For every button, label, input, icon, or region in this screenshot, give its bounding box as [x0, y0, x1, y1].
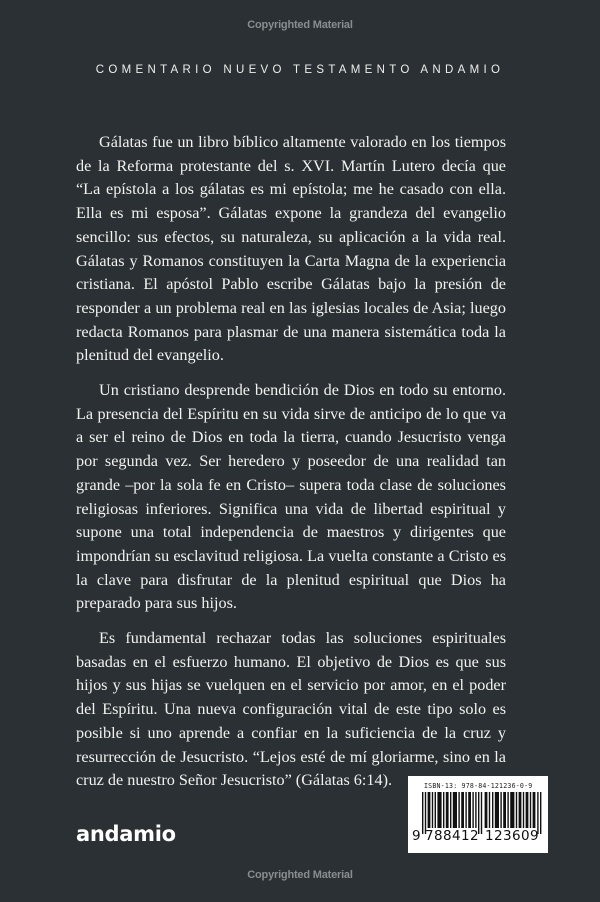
back-cover-blurb — [76, 131, 506, 804]
copyright-watermark-top: Copyrighted Material — [247, 19, 353, 31]
copyright-watermark-bottom: Copyrighted Material — [247, 869, 353, 881]
blurb-paragraph-1: Gálatas fue un libro bíblico altamente valorado en los tiempos de la Reforma protestante del s. XVI. Martín Lutero decía que “La epístola a los gálatas es mi epístola; me he casado con ella. Ella es mi esposa”. Gálatas expone la grandeza del evangelio sencillo: sus efectos, su naturaleza, su aplicación a la vida real. Gálatas y Romanos constituyen la Carta Magna de la experiencia cristiana. El apóstol Pablo escribe Gálatas bajo la presión de responder a un problema real en las iglesias locales de Asia; luego redacta Romanos para plasmar de una manera sistemática toda la plenitud del evangelio. — [76, 133, 506, 365]
barcode-digits-left: 788412 — [425, 828, 479, 844]
barcode-digits — [412, 828, 544, 844]
barcode-digits-right: 123609 — [485, 828, 539, 844]
isbn-barcode — [408, 776, 548, 853]
publisher-logo: andamio — [76, 822, 176, 846]
barcode-digit-first: 9 — [412, 828, 421, 844]
blurb-paragraph-3: Es fundamental rechazar todas las soluciones espirituales basadas en el esfuerzo humano. El objetivo de Dios es que sus hijos y sus hijas se vuelquen en el servicio por amor, en el poder del Espíritu. Una nueva configuración vital de este tipo solo es posible si uno aprende a confiar en la suficiencia de la cruz y resurrección de Jesucristo. “Lejos esté de mí gloriarme, sino en la cruz de nuestro Señor Jesucristo” (Gálatas 6:14). — [76, 629, 506, 790]
isbn-label: ISBN-13: 978-84-121236-0-9 — [424, 782, 533, 790]
series-title: COMENTARIO NUEVO TESTAMENTO ANDAMIO — [95, 64, 505, 76]
blurb-paragraph-2: Un cristiano desprende bendición de Dios en todo su entorno. La presencia del Espíritu en su vida sirve de anticipo de lo que va a ser el reino de Dios en toda la tierra, cuando Jesucristo venga por segunda vez. Ser heredero y poseedor de una realidad tan grande –por la sola fe en Cristo– supera toda clase de soluciones religiosas inferiores. Significa una vida de libertad espiritual y supone una total independencia de maestros y dirigentes que impondrían su esclavitud religiosa. La vuelta constante a Cristo es la clave para disfrutar de la plenitud espiritual que Dios ha preparado para sus hijos. — [76, 381, 506, 613]
